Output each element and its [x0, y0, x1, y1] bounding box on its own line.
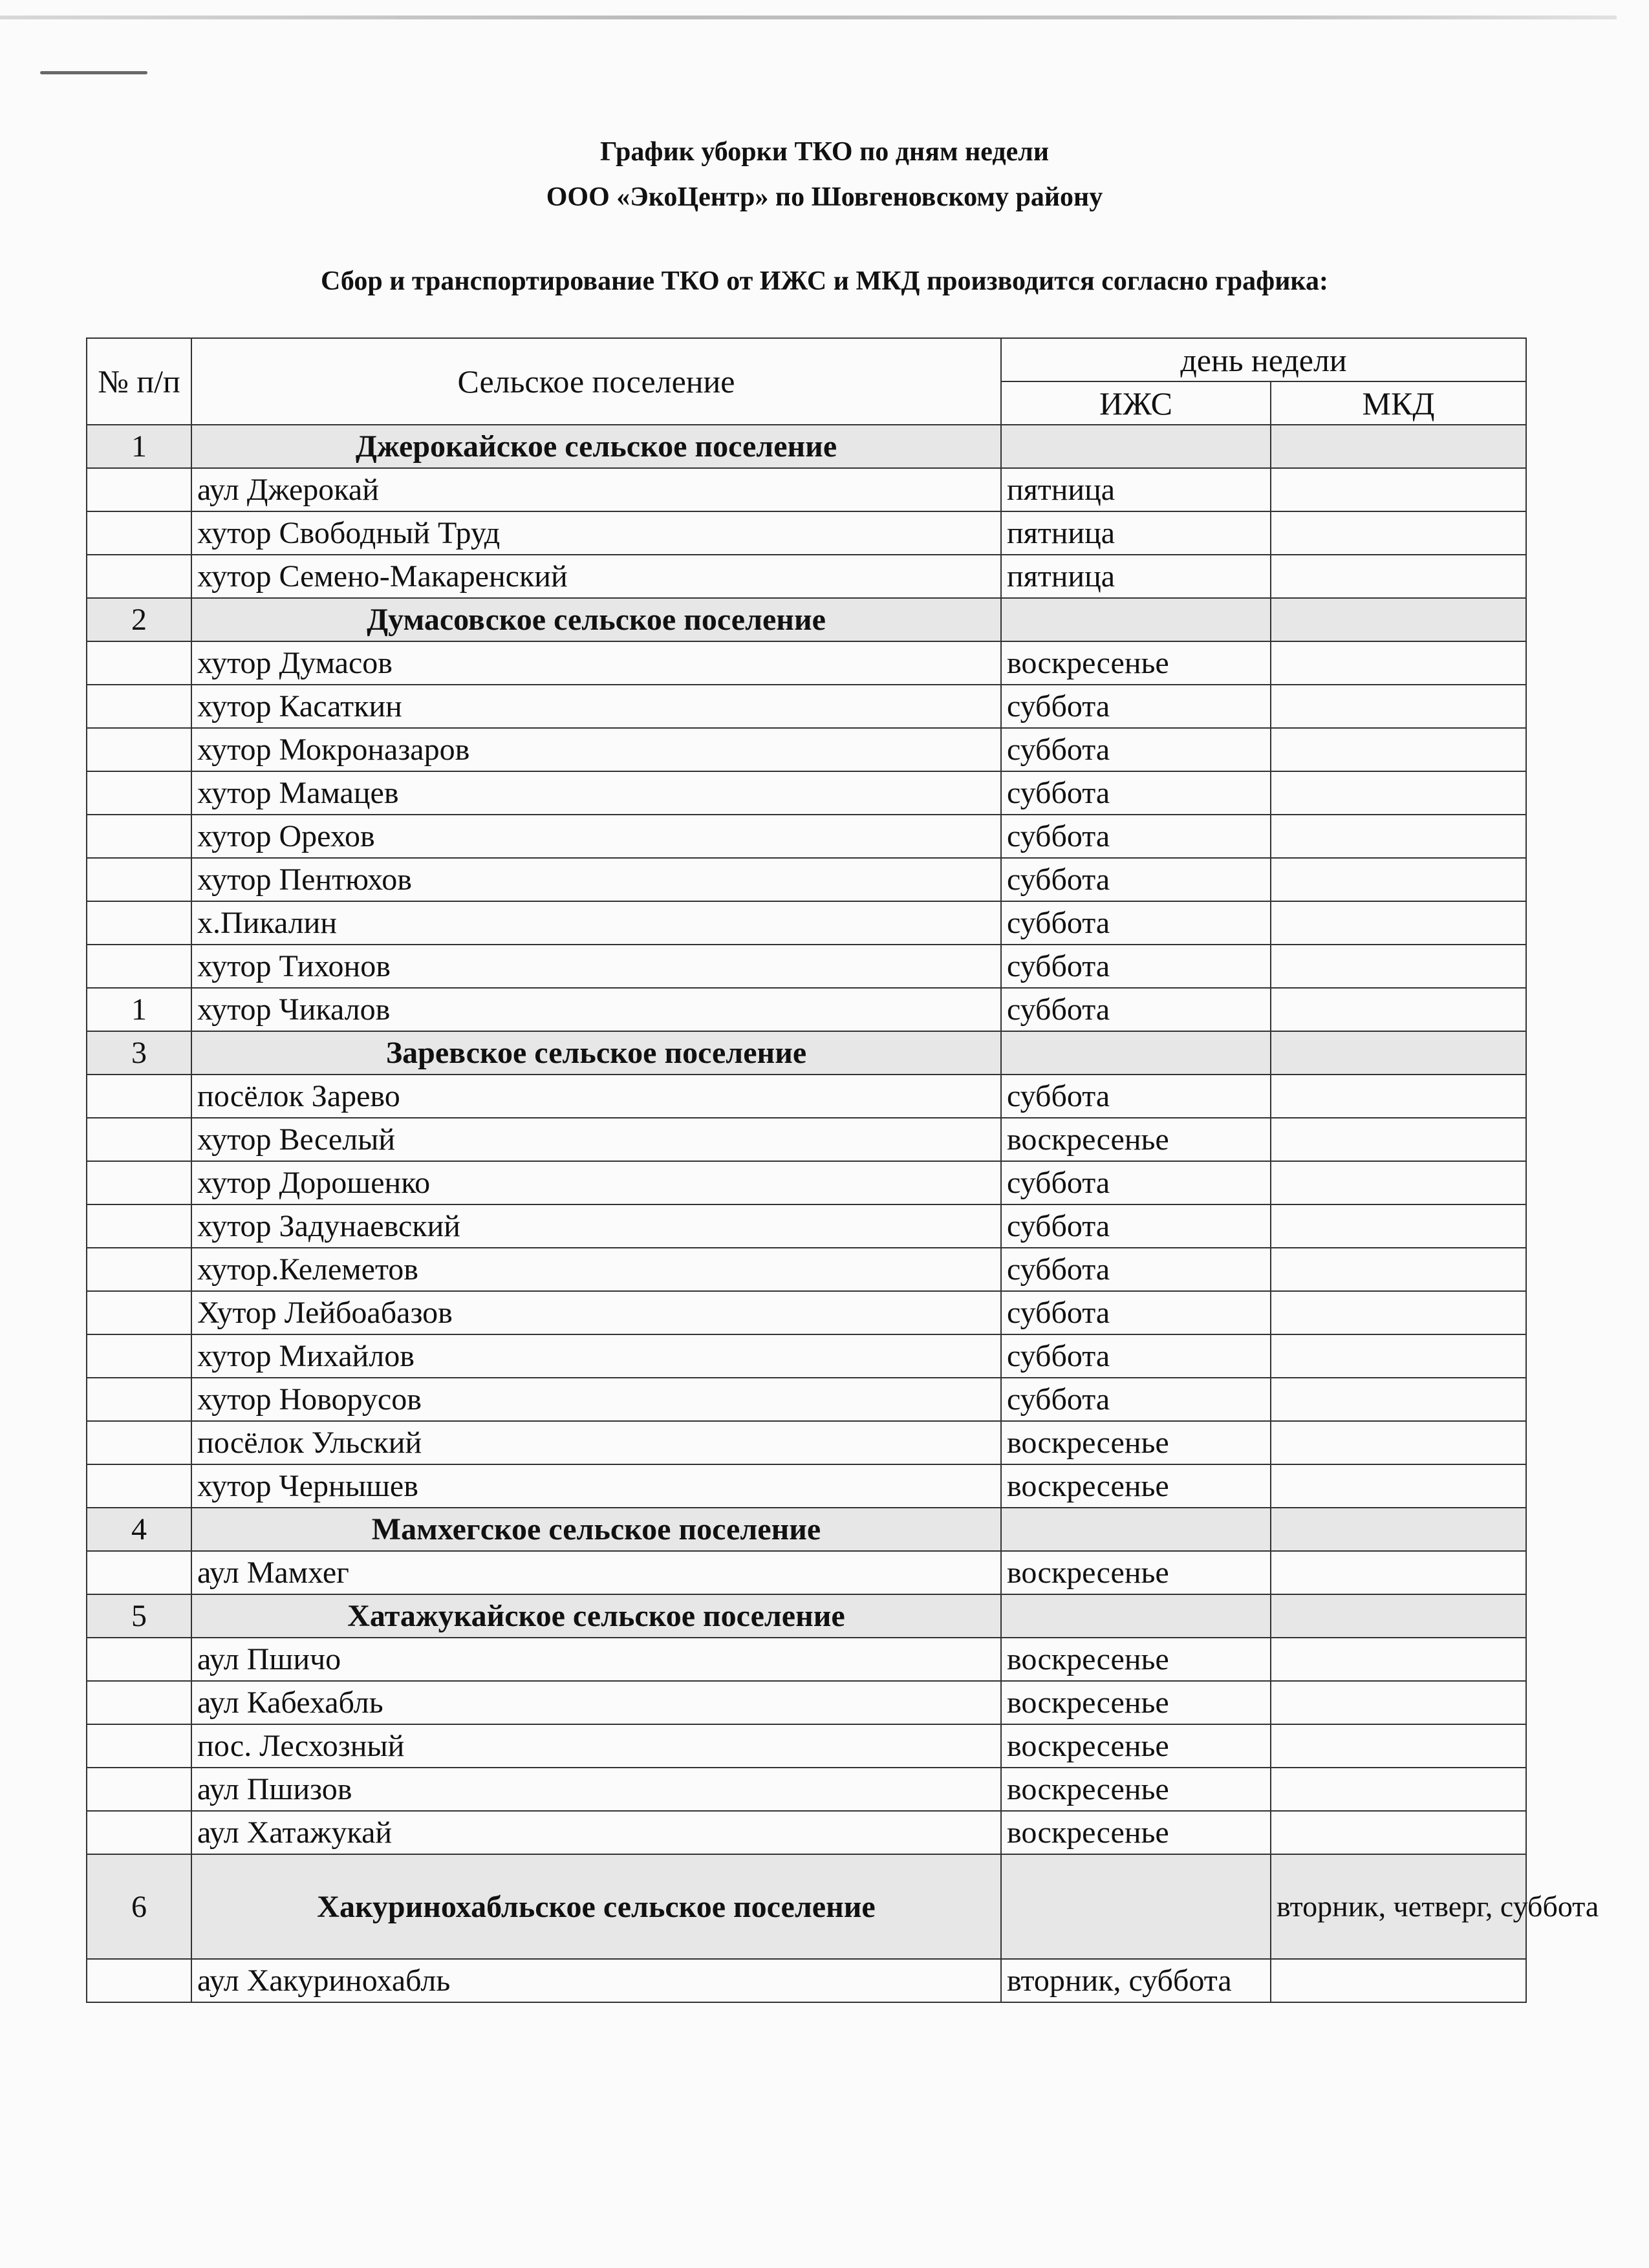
- document-header: [0, 129, 1649, 220]
- row-number: [87, 771, 191, 815]
- row-izhs: суббота: [1001, 728, 1271, 771]
- row-mkd: [1271, 468, 1526, 511]
- row-settlement: аул Хакуринохабль: [191, 1959, 1001, 2002]
- table-row: [87, 1204, 1526, 1248]
- table-row: [87, 555, 1526, 598]
- row-mkd: [1271, 815, 1526, 858]
- row-mkd: [1271, 945, 1526, 988]
- row-settlement: аул Хатажукай: [191, 1811, 1001, 1854]
- table-row: [87, 1724, 1526, 1768]
- row-number: [87, 555, 191, 598]
- row-settlement: хутор Мамацев: [191, 771, 1001, 815]
- section-izhs: [1001, 1594, 1271, 1638]
- header-day-of-week: день недели: [1001, 338, 1526, 381]
- section-row: [87, 598, 1526, 641]
- row-number: [87, 641, 191, 685]
- row-settlement: хутор Дорошенко: [191, 1161, 1001, 1204]
- row-mkd: [1271, 555, 1526, 598]
- row-number: [87, 1291, 191, 1334]
- header-izhs: ИЖС: [1001, 381, 1271, 425]
- section-izhs: [1001, 425, 1271, 468]
- table-row: [87, 1291, 1526, 1334]
- section-number: 3: [87, 1031, 191, 1075]
- row-number: [87, 1681, 191, 1724]
- row-mkd: [1271, 1768, 1526, 1811]
- section-name: Заревское сельское поселение: [191, 1031, 1001, 1075]
- row-izhs: суббота: [1001, 901, 1271, 945]
- row-izhs: суббота: [1001, 1075, 1271, 1118]
- row-mkd: [1271, 988, 1526, 1031]
- row-number: [87, 1334, 191, 1378]
- row-mkd: [1271, 1334, 1526, 1378]
- section-number: 2: [87, 598, 191, 641]
- table-row: [87, 641, 1526, 685]
- section-name: Мамхегское сельское поселение: [191, 1508, 1001, 1551]
- table-row: [87, 815, 1526, 858]
- section-name: Джерокайское сельское поселение: [191, 425, 1001, 468]
- row-mkd: [1271, 1811, 1526, 1854]
- row-number: [87, 1551, 191, 1594]
- row-settlement: хутор Свободный Труд: [191, 511, 1001, 555]
- row-settlement: хутор Задунаевский: [191, 1204, 1001, 1248]
- table-row: [87, 771, 1526, 815]
- row-mkd: [1271, 1638, 1526, 1681]
- row-settlement: х.Пикалин: [191, 901, 1001, 945]
- row-izhs: вторник, суббота: [1001, 1959, 1271, 2002]
- table-row: [87, 858, 1526, 901]
- row-settlement: хутор Думасов: [191, 641, 1001, 685]
- row-settlement: Хутор Лейбоабазов: [191, 1291, 1001, 1334]
- row-number: 1: [87, 988, 191, 1031]
- row-settlement: хутор Семено-Макаренский: [191, 555, 1001, 598]
- row-mkd: [1271, 1161, 1526, 1204]
- row-settlement: хутор Орехов: [191, 815, 1001, 858]
- row-number: [87, 1811, 191, 1854]
- row-settlement: посёлок Зарево: [191, 1075, 1001, 1118]
- row-izhs: суббота: [1001, 988, 1271, 1031]
- table-row: [87, 1638, 1526, 1681]
- row-settlement: хутор Чернышев: [191, 1464, 1001, 1508]
- row-mkd: [1271, 1959, 1526, 2002]
- section-izhs: [1001, 1508, 1271, 1551]
- row-izhs: суббота: [1001, 815, 1271, 858]
- section-row: [87, 1031, 1526, 1075]
- table-row: [87, 1334, 1526, 1378]
- row-number: [87, 1248, 191, 1291]
- row-mkd: [1271, 728, 1526, 771]
- row-number: [87, 1768, 191, 1811]
- section-row: [87, 1594, 1526, 1638]
- section-name: Хатажукайское сельское поселение: [191, 1594, 1001, 1638]
- row-settlement: аул Мамхег: [191, 1551, 1001, 1594]
- table-row: [87, 511, 1526, 555]
- row-mkd: [1271, 1248, 1526, 1291]
- table-row: [87, 1811, 1526, 1854]
- row-izhs: суббота: [1001, 1378, 1271, 1421]
- row-number: [87, 901, 191, 945]
- header-mkd: МКД: [1271, 381, 1526, 425]
- row-settlement: хутор Михайлов: [191, 1334, 1001, 1378]
- row-izhs: суббота: [1001, 945, 1271, 988]
- row-settlement: хутор.Келеметов: [191, 1248, 1001, 1291]
- table-row: [87, 1118, 1526, 1161]
- row-izhs: суббота: [1001, 1204, 1271, 1248]
- row-number: [87, 1378, 191, 1421]
- row-mkd: [1271, 1681, 1526, 1724]
- row-number: [87, 945, 191, 988]
- row-mkd: [1271, 1075, 1526, 1118]
- scan-edge: [0, 16, 1617, 19]
- row-mkd: [1271, 1551, 1526, 1594]
- table-row: [87, 1421, 1526, 1464]
- row-number: [87, 1464, 191, 1508]
- row-izhs: воскресенье: [1001, 641, 1271, 685]
- row-settlement: аул Кабехабль: [191, 1681, 1001, 1724]
- row-number: [87, 1421, 191, 1464]
- header-settlement: Сельское поселение: [191, 338, 1001, 425]
- section-number: 4: [87, 1508, 191, 1551]
- row-settlement: хутор Веселый: [191, 1118, 1001, 1161]
- row-settlement: аул Пшизов: [191, 1768, 1001, 1811]
- title-line-2: ООО «ЭкоЦентр» по Шовгеновскому району: [546, 182, 1103, 212]
- row-number: [87, 685, 191, 728]
- table-row: [87, 1959, 1526, 2002]
- row-izhs: воскресенье: [1001, 1768, 1271, 1811]
- table-row: [87, 468, 1526, 511]
- section-mkd: [1271, 1594, 1526, 1638]
- section-row: [87, 425, 1526, 468]
- row-settlement: хутор Пентюхов: [191, 858, 1001, 901]
- table-row: [87, 901, 1526, 945]
- section-izhs: [1001, 598, 1271, 641]
- schedule-body: [87, 425, 1599, 2002]
- table-row: [87, 1075, 1526, 1118]
- section-name: Хакуринохабльское сельское поселение: [191, 1854, 1001, 1959]
- schedule-table: [86, 337, 1599, 2003]
- row-izhs: пятница: [1001, 468, 1271, 511]
- table-row: [87, 1378, 1526, 1421]
- row-izhs: воскресенье: [1001, 1551, 1271, 1594]
- row-number: [87, 1724, 191, 1768]
- row-izhs: суббота: [1001, 1334, 1271, 1378]
- section-mkd: [1271, 1031, 1526, 1075]
- row-izhs: воскресенье: [1001, 1811, 1271, 1854]
- row-number: [87, 1204, 191, 1248]
- section-mkd: [1271, 598, 1526, 641]
- row-mkd: [1271, 1204, 1526, 1248]
- row-number: [87, 468, 191, 511]
- row-mkd: [1271, 1724, 1526, 1768]
- row-settlement: посёлок Ульский: [191, 1421, 1001, 1464]
- row-settlement: аул Пшичо: [191, 1638, 1001, 1681]
- row-izhs: суббота: [1001, 858, 1271, 901]
- section-mkd: [1271, 425, 1526, 468]
- row-izhs: суббота: [1001, 1248, 1271, 1291]
- row-mkd: [1271, 511, 1526, 555]
- row-izhs: воскресенье: [1001, 1464, 1271, 1508]
- section-number: 6: [87, 1854, 191, 1959]
- row-number: [87, 1959, 191, 2002]
- row-izhs: суббота: [1001, 685, 1271, 728]
- row-number: [87, 1118, 191, 1161]
- row-mkd: [1271, 771, 1526, 815]
- row-izhs: пятница: [1001, 511, 1271, 555]
- row-number: [87, 728, 191, 771]
- row-izhs: воскресенье: [1001, 1724, 1271, 1768]
- row-izhs: суббота: [1001, 1161, 1271, 1204]
- table-row: [87, 1464, 1526, 1508]
- section-izhs: [1001, 1854, 1271, 1959]
- section-row: [87, 1854, 1526, 1959]
- section-izhs: [1001, 1031, 1271, 1075]
- row-mkd: [1271, 1291, 1526, 1334]
- table-row: [87, 945, 1526, 988]
- subtitle: Сбор и транспортирование ТКО от ИЖС и МКД производится согласно графика:: [321, 266, 1328, 296]
- row-izhs: суббота: [1001, 1291, 1271, 1334]
- row-number: [87, 1638, 191, 1681]
- row-settlement: пос. Лесхозный: [191, 1724, 1001, 1768]
- row-mkd: [1271, 1421, 1526, 1464]
- row-mkd: [1271, 901, 1526, 945]
- row-number: [87, 1161, 191, 1204]
- row-number: [87, 511, 191, 555]
- row-izhs: воскресенье: [1001, 1118, 1271, 1161]
- row-mkd: [1271, 1464, 1526, 1508]
- table-row: [87, 1161, 1526, 1204]
- row-izhs: воскресенье: [1001, 1421, 1271, 1464]
- table-row: [87, 728, 1526, 771]
- row-number: [87, 1075, 191, 1118]
- corner-mark: [40, 71, 147, 74]
- row-mkd: [1271, 685, 1526, 728]
- section-mkd: [1271, 1508, 1526, 1551]
- table-row: [87, 1551, 1526, 1594]
- row-number: [87, 858, 191, 901]
- section-row: [87, 1508, 1526, 1551]
- row-mkd: [1271, 641, 1526, 685]
- row-settlement: хутор Чикалов: [191, 988, 1001, 1031]
- row-settlement: хутор Новорусов: [191, 1378, 1001, 1421]
- row-settlement: хутор Мокроназаров: [191, 728, 1001, 771]
- section-number: 5: [87, 1594, 191, 1638]
- row-izhs: суббота: [1001, 771, 1271, 815]
- row-izhs: пятница: [1001, 555, 1271, 598]
- row-izhs: воскресенье: [1001, 1638, 1271, 1681]
- row-settlement: хутор Касаткин: [191, 685, 1001, 728]
- table-row: [87, 685, 1526, 728]
- section-name: Думасовское сельское поселение: [191, 598, 1001, 641]
- row-izhs: воскресенье: [1001, 1681, 1271, 1724]
- header-num: № п/п: [87, 338, 191, 425]
- row-settlement: хутор Тихонов: [191, 945, 1001, 988]
- row-mkd: [1271, 1378, 1526, 1421]
- title-line-1: График уборки ТКО по дням недели: [599, 137, 1050, 167]
- row-mkd: [1271, 858, 1526, 901]
- row-number: [87, 815, 191, 858]
- section-mkd: вторник, четверг, суббота: [1271, 1854, 1526, 1959]
- table-row: [87, 1768, 1526, 1811]
- table-row: [87, 988, 1526, 1031]
- section-number: 1: [87, 425, 191, 468]
- table-row: [87, 1248, 1526, 1291]
- row-mkd: [1271, 1118, 1526, 1161]
- table-row: [87, 1681, 1526, 1724]
- row-settlement: аул Джерокай: [191, 468, 1001, 511]
